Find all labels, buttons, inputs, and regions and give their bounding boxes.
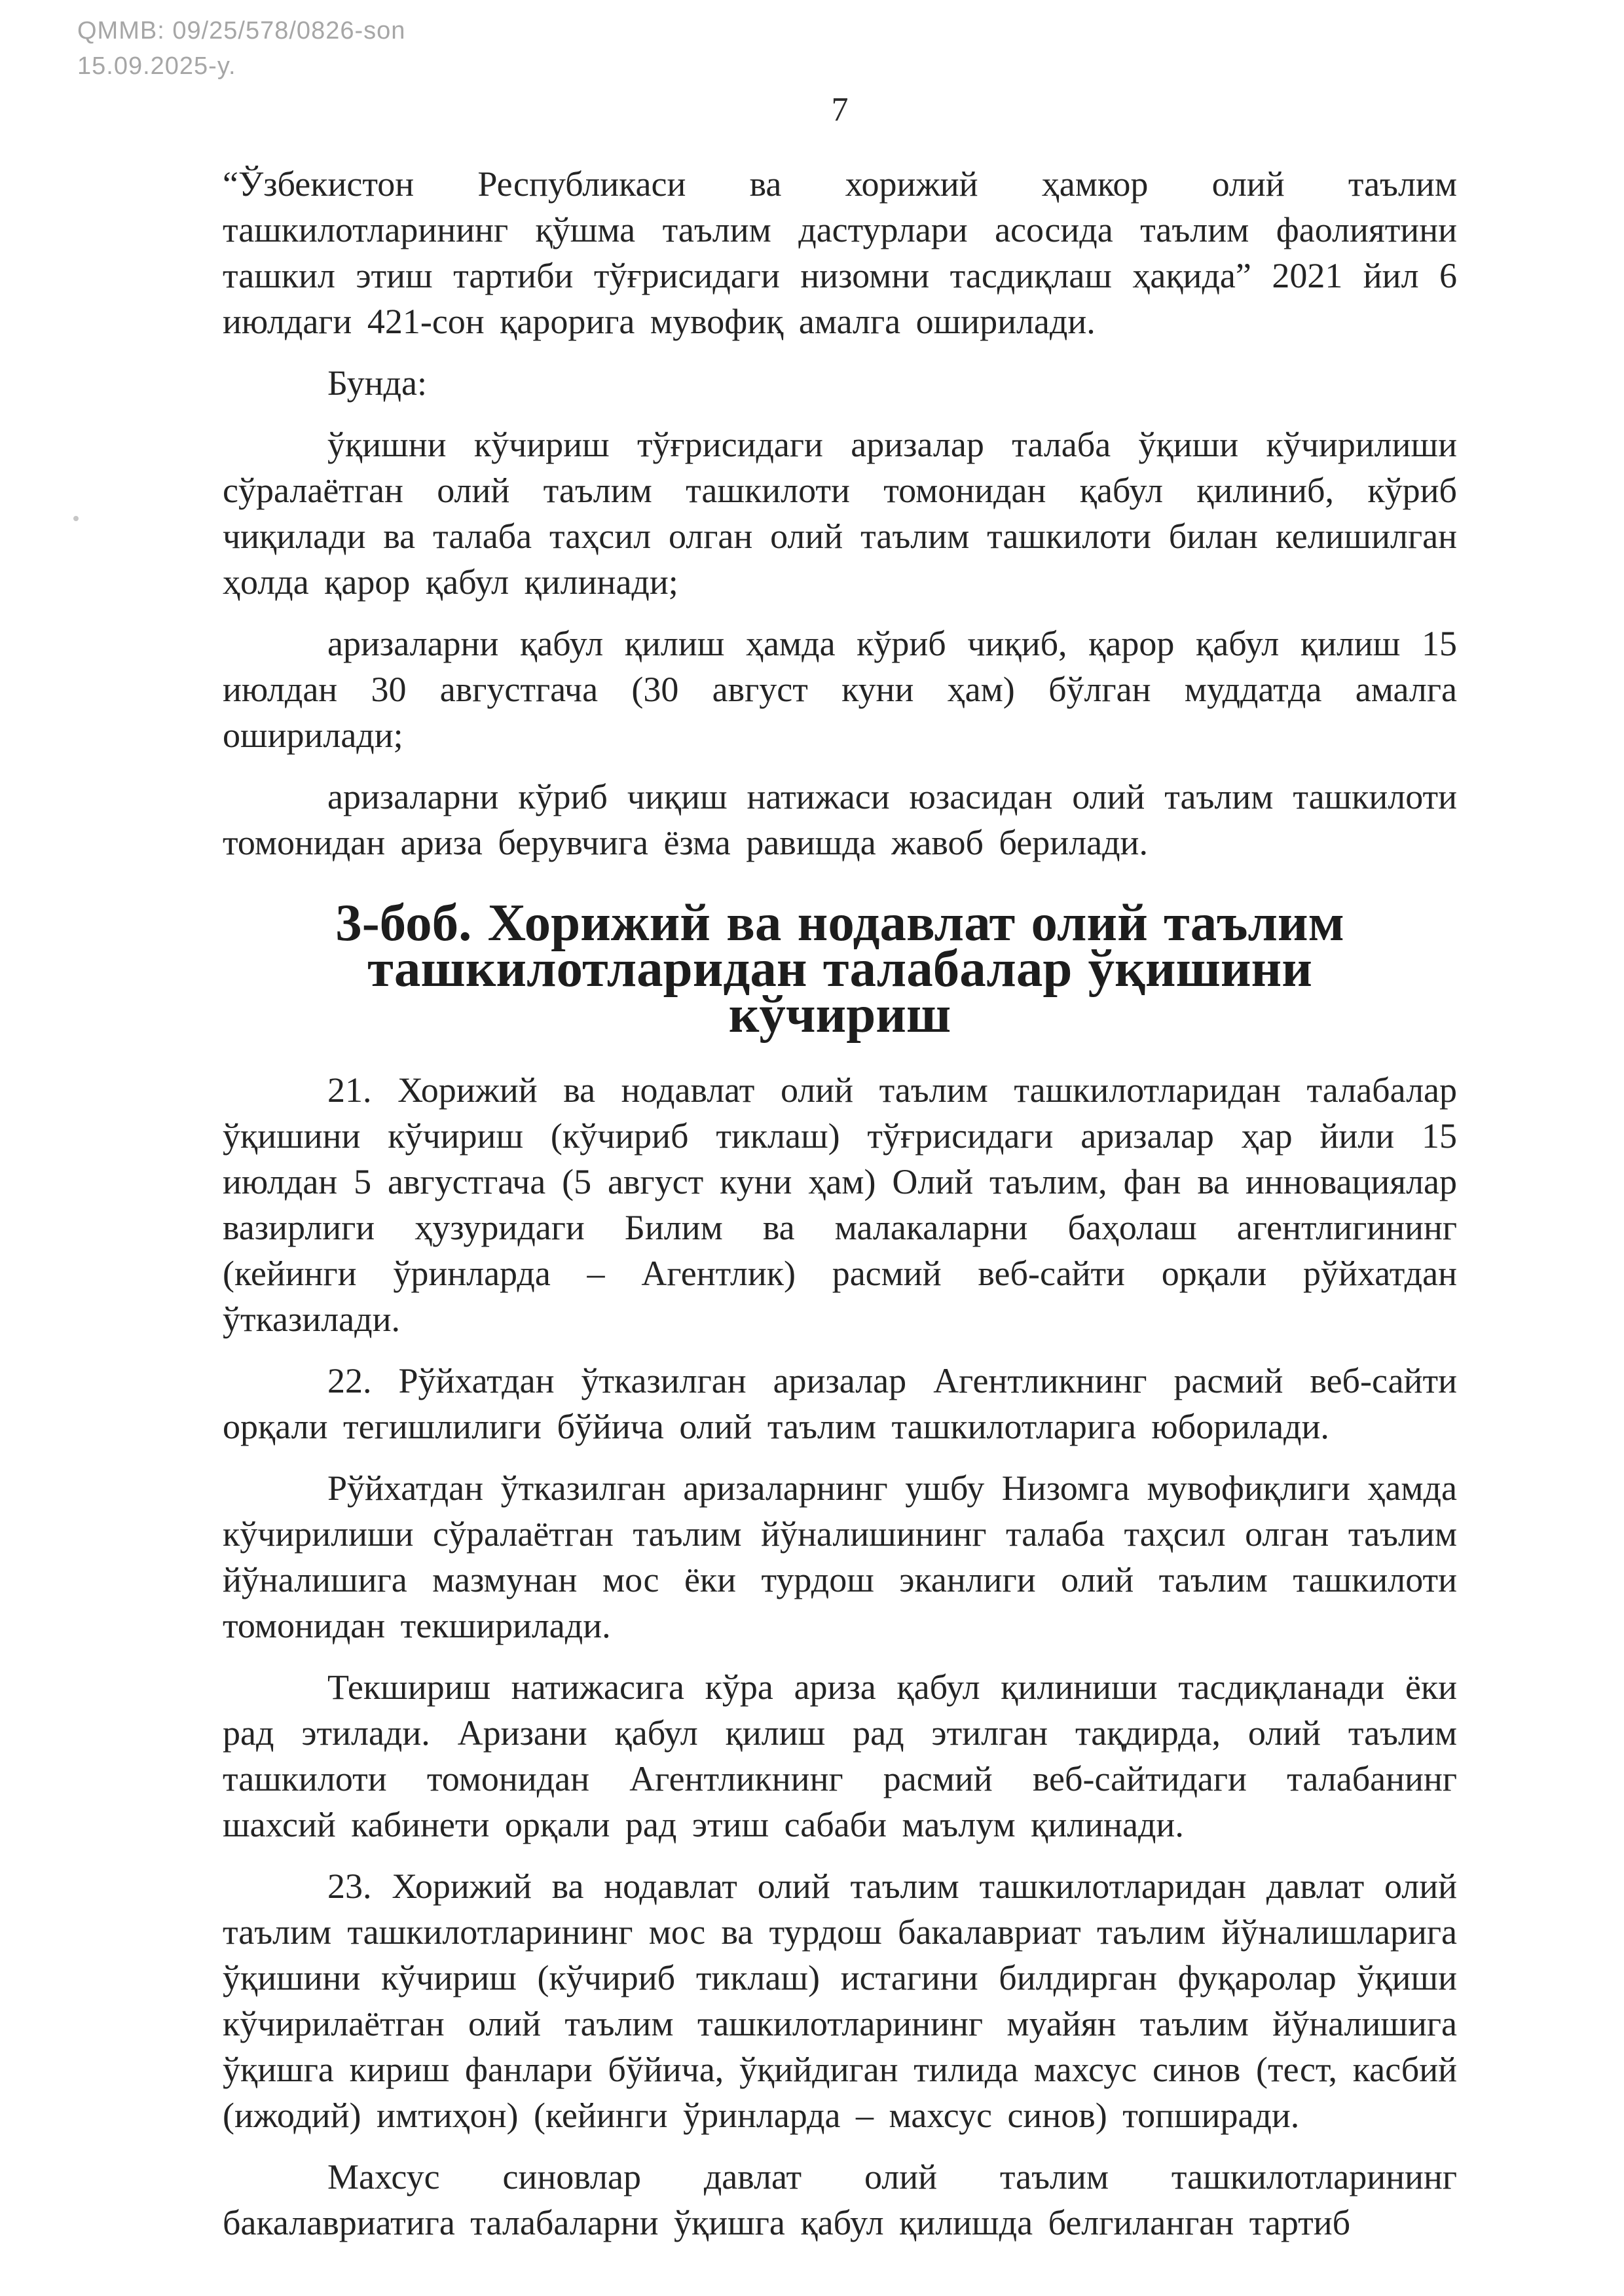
paragraph-check-result: Текшириш натижасига кўра ариза қабул қилиниши тасдиқланади ёки рад этилади. Аризани қабул қилиш рад этилган тақдирда, олий таълим ташкилоти томонидан Агентликнинг расмий веб-сайтидаги талабанинг шахсий кабинети орқали рад этиш сабаби маълум қилинади. xyxy=(223,1667,1457,1844)
paragraph-application-deadline: аризаларни қабул қилиш ҳамда кўриб чиқиб, қарор қабул қилиш 15 июлдан 30 августгача (30 август куни ҳам) бўлган муддатда амалга оширилади; xyxy=(223,624,1457,755)
paragraph-written-response: аризаларни кўриб чиқиш натижаси юзасидан олий таълим ташкилоти томонидан ариза берувчига ёзма равишда жавоб берилади. xyxy=(223,777,1457,862)
paragraph-compliance-check: Рўйхатдан ўтказилган аризаларнинг ушбу Низомга мувофиқлиги ҳамда кўчирилиши сўралаётган таълим йўналишининг талаба таҳсил олган таълим йўналишига мазмунан мос ёки турдош эканлиги олий таълим ташкилоти томонидан текширилади. xyxy=(223,1468,1457,1645)
registration-date: 15.09.2025-y. xyxy=(77,52,236,80)
paragraph-special-exams: Махсус синовлар давлат олий таълим ташкилотларининг бакалавриатига талабаларни ўқишга қабул қилишда белгиланган тартиб xyxy=(223,2157,1457,2242)
registration-number: QMMB: 09/25/578/0826-son xyxy=(77,17,406,45)
paragraph-bunda: Бунда: xyxy=(327,363,428,403)
paragraph-item-23: 23. Хорижий ва нодавлат олий таълим ташкилотларидан давлат олий таълим ташкилотларининг мос ва турдош бакалавриат таълим йўналишларига ўқишини кўчириш (кўчириб тиклаш) истагини билдирган фуқаролар ўқиши кўчирилаётган олий таълим ташкилотларининг муайян таълим йўналишига ўқишга кириш фанлари бўйича, ўқийдиган тилида махсус синов (тест, касбий (ижодий) имтиҳон) (кейинги ўринларда – махсус синов) топширади. xyxy=(223,1867,1457,2135)
paragraph-item-22: 22. Рўйхатдан ўтказилган аризалар Агентликнинг расмий веб-сайти орқали тегишлилиги бўйича олий таълим ташкилотларига юборилади. xyxy=(223,1361,1457,1446)
page-number: 7 xyxy=(831,91,849,128)
paragraph-resolution-reference: “Ўзбекистон Республикаси ва хорижий ҳамкор олий таълим ташкилотларининг қўшма таълим дастурлари асосида таълим фаолиятини ташкил этиш тартиби тўғрисидаги низомни тасдиқлаш ҳақида” 2021 йил 6 июлдаги 421-сон қарорига мувофиқ амалга оширилади. xyxy=(223,164,1457,341)
scan-speck xyxy=(73,516,79,521)
document-body xyxy=(223,161,1457,2261)
paragraph-transfer-applications: ўқишни кўчириш тўғрисидаги аризалар талаба ўқиши кўчирилиши сўралаётган олий таълим ташкилоти томонидан қабул қилиниб, кўриб чиқилади ва талаба таҳсил олган олий таълим ташкилоти билан келишилган ҳолда қарор қабул қилинади; xyxy=(223,425,1457,602)
registration-header xyxy=(77,13,405,84)
paragraph-item-21: 21. Хорижий ва нодавлат олий таълим ташкилотларидан талабалар ўқишини кўчириш (кўчириб тиклаш) тўғрисидаги аризалар ҳар йили 15 июлдан 5 августгача (5 август куни ҳам) Олий таълим, фан ва инновациялар вазирлиги ҳузуридаги Билим ва малакаларни баҳолаш агентлигининг (кейинги ўринларда – Агентлик) расмий веб-сайти орқали рўйхатдан ўтказилади. xyxy=(223,1070,1457,1339)
chapter-heading: 3-боб. Хорижий ва нодавлат олий таълим ташкилотларидан талабалар ўқишини кўчириш xyxy=(335,893,1344,1044)
